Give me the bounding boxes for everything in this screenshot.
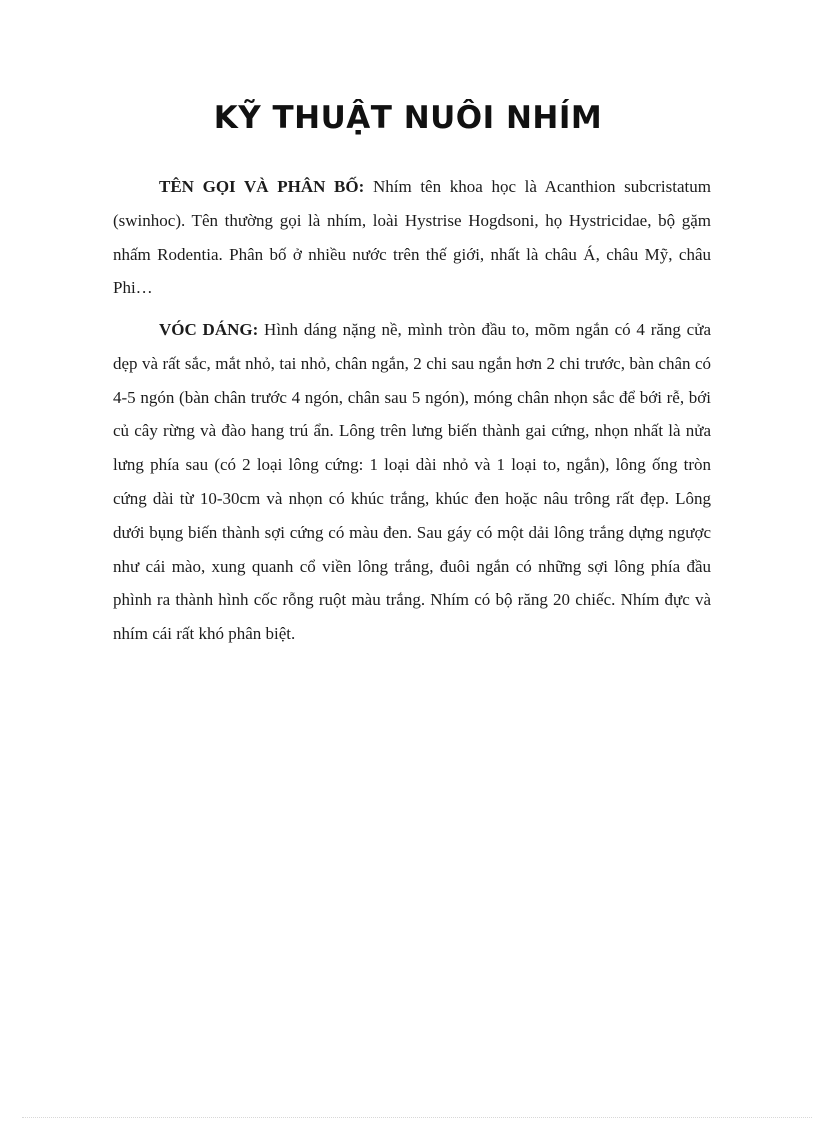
- section-body-appearance: Hình dáng nặng nề, mình tròn đầu to, mõm ngắn có 4 răng cửa dẹp và rất sắc, mắt nhỏ, tai nhỏ, chân ngắn, 2 chi sau ngắn hơn 2 chi trước, bàn chân có 4-5 ngón (bàn chân trước 4 ngón, chân sau 5 ngón), móng chân nhọn sắc để bới rễ, bới củ cây rừng và đào hang trú ẩn. Lông trên lưng biến thành gai cứng, nhọn nhất là nửa lưng phía sau (có 2 loại lông cứng: 1 loại dài nhỏ và 1 loại to, ngắn), lông ống tròn cứng dài từ 10-30cm và nhọn có khúc trắng, khúc đen hoặc nâu trông rất đẹp. Lông dưới bụng biến thành sợi cứng có màu đen. Sau gáy có một dải lông trắng dựng ngược như cái mào, xung quanh cổ viền lông trắng, đuôi ngắn có những sợi lông phía đầu phình ra thành hình cốc rỗng ruột màu trắng. Nhím có bộ răng 20 chiếc. Nhím đực và nhím cái rất khó phân biệt.: [113, 320, 711, 644]
- section-appearance: [113, 313, 711, 651]
- section-names-distribution: [113, 170, 711, 305]
- section-heading-names-distribution: TÊN GỌI VÀ PHÂN BỐ:: [159, 177, 365, 196]
- section-heading-appearance: VÓC DÁNG:: [159, 320, 259, 339]
- section-body-names-distribution: Nhím tên khoa học là Acanthion subcristatum (swinhoc). Tên thường gọi là nhím, loài Hystrise Hogdsoni, họ Hystricidae, bộ gặm nhấm Rodentia. Phân bố ở nhiều nước trên thế giới, nhất là châu Á, châu Mỹ, châu Phi…: [113, 177, 711, 298]
- document-title: KỸ THUẬT NUÔI NHÍM: [213, 100, 603, 136]
- bottom-divider: [22, 1117, 812, 1118]
